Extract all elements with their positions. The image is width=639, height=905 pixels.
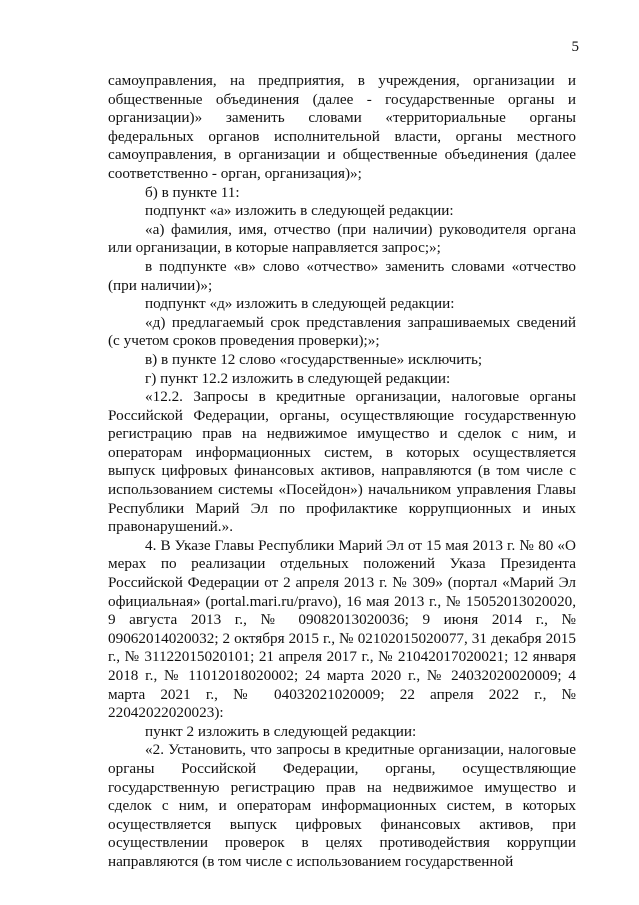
paragraph: «а) фамилия, имя, отчество (при наличии) руководителя органа или организации, в которые направляется запрос;»;: [108, 220, 576, 257]
paragraph: пункт 2 изложить в следующей редакции:: [145, 722, 417, 740]
paragraph: подпункт «а» изложить в следующей редакции:: [145, 202, 454, 220]
paragraph: подпункт «д» изложить в следующей редакции:: [145, 295, 455, 313]
paragraph: «12.2. Запросы в кредитные организации, налоговые органы Российской Федерации, органы, осуществляющие государственную регистрацию прав на недвижимое имущество и сделок с ним, и операторам информационных систем, в которых осуществляется выпуск цифровых финансовых активов, направляются (в том числе с использованием системы «Посейдон») начальником управления Главы Республики Марий Эл по профилактике коррупционных и иных правонарушений.».: [108, 388, 576, 536]
paragraph: б) в пункте 11:: [145, 183, 240, 201]
document-body: [108, 72, 576, 872]
paragraph: самоуправления, на предприятия, в учреждения, организации и общественные объединения (далее - государственные органы и организации)» заменить словами «территориальные органы федеральных органов исполнительной власти, органы местного самоуправления, в организации и общественные объединения (далее соответственно - орган, организация)»;: [108, 72, 576, 182]
paragraph: «д) предлагаемый срок представления запрашиваемых сведений (с учетом сроков проведения проверки);»;: [108, 313, 576, 350]
paragraph: 4. В Указе Главы Республики Марий Эл от 15 мая 2013 г. № 80 «О мерах по реализации отдельных положений Указа Президента Российской Федерации от 2 апреля 2013 г. № 309» (портал «Марий Эл официальная» (portal.mari.ru/pravo), 16 мая 2013 г., № 15052013020020, 9 августа 2013 г., № 09082013020036; 9 июня 2014 г., № 09062014020032; 2 октября 2015 г., № 02102015020077, 31 декабря 2015 г., № 31122015020101; 21 апреля 2017 г., № 21042017020021; 12 января 2018 г., № 11012018020002; 24 марта 2020 г., № 24032020020009; 4 марта 2021 г., № 04032021020009; 22 апреля 2022 г., № 22042022020023):: [108, 536, 576, 722]
paragraph: в подпункте «в» слово «отчество» заменить словами «отчество (при наличии)»;: [108, 257, 576, 294]
paragraph: «2. Установить, что запросы в кредитные организации, налоговые органы Российской Федерации, органы, осуществляющие государственную регистрацию прав на недвижимое имущество и сделок с ним, и операторам информационных систем, в которых осуществляется выпуск цифровых финансовых активов, при осуществлении проверок в целях противодействия коррупции направляются (в том числе с использованием государственной: [108, 741, 576, 870]
paragraph: в) в пункте 12 слово «государственные» исключить;: [145, 350, 483, 368]
page-number: 5: [571, 39, 579, 55]
paragraph: г) пункт 12.2 изложить в следующей редакции:: [145, 369, 451, 387]
